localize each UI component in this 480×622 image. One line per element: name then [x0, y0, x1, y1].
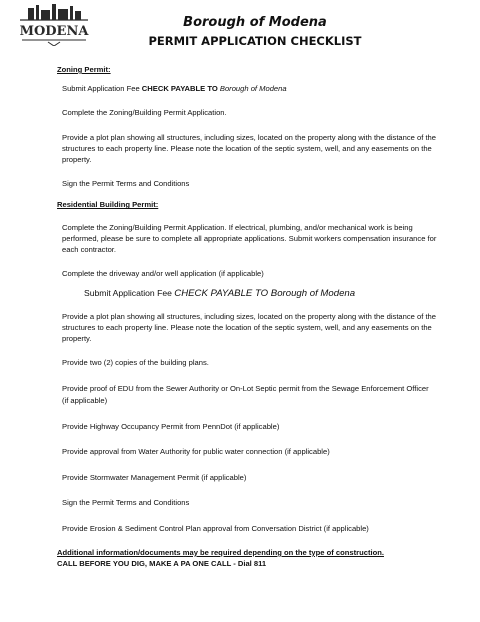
residential-item-water: Provide approval from Water Authority for public water connection (if applicable): [62, 447, 330, 457]
additional-info-note: Additional information/documents may be required depending on the type of construction.: [57, 547, 384, 557]
residential-fee-prefix: Submit Application Fee: [84, 288, 172, 299]
zoning-item-plot-plan: Provide a plot plan showing all structures, including sizes, located on the property along with the distance of the structures to each property line. Please note the location of the septic system, well, and any easements on the property.: [62, 132, 436, 165]
zoning-fee-payee: Borough of Modena: [219, 84, 287, 94]
zoning-heading: Zoning Permit:: [57, 65, 111, 74]
zoning-item-application: Complete the Zoning/Building Permit Application.: [62, 108, 227, 118]
residential-item-highway: Provide Highway Occupancy Permit from PennDot (if applicable): [62, 421, 280, 431]
residential-item-building-plans: Provide two (2) copies of the building plans.: [62, 358, 209, 368]
zoning-fee-check: CHECK PAYABLE TO: [141, 84, 218, 94]
residential-item-erosion: Provide Erosion & Sediment Control Plan approval from Conversation District (if applicable): [62, 523, 369, 533]
residential-fee-item: [57, 288, 437, 299]
logo-text: MODENA: [19, 24, 89, 39]
residential-item-driveway: Complete the driveway and/or well application (if applicable): [62, 269, 264, 279]
residential-fee-payee: CHECK PAYABLE TO Borough of Modena: [174, 288, 356, 300]
zoning-fee-prefix: Submit Application Fee: [62, 84, 140, 94]
residential-item-edu: Provide proof of EDU from the Sewer Authority or On-Lot Septic permit from the Sewage Enforcement Officer (if applicable): [62, 384, 429, 405]
residential-item-stormwater: Provide Stormwater Management Permit (if applicable): [62, 473, 247, 483]
checklist-title: PERMIT APPLICATION CHECKLIST: [148, 34, 362, 48]
call-before-dig-note: CALL BEFORE YOU DIG, MAKE A PA ONE CALL - Dial 811: [57, 559, 267, 569]
residential-item-terms: Sign the Permit Terms and Conditions: [62, 498, 190, 508]
residential-heading: Residential Building Permit:: [57, 200, 159, 210]
borough-title: Borough of Modena: [183, 15, 327, 30]
zoning-item-terms: Sign the Permit Terms and Conditions: [62, 179, 190, 189]
zoning-fee-item: [57, 83, 437, 94]
checklist-body: [57, 64, 437, 569]
residential-item-plot-plan: Provide a plot plan showing all structures, including sizes, located on the property along with the distance of the structures to each property line. Please note the location of the septic system, well, and any easements on the property.: [62, 311, 436, 344]
residential-item-application: Complete the Zoning/Building Permit Application. If electrical, plumbing, and/or mechanical work is being performed, please be sure to complete all appropriate applications. Submit workers compensation insurance for each contractor.: [62, 222, 437, 255]
